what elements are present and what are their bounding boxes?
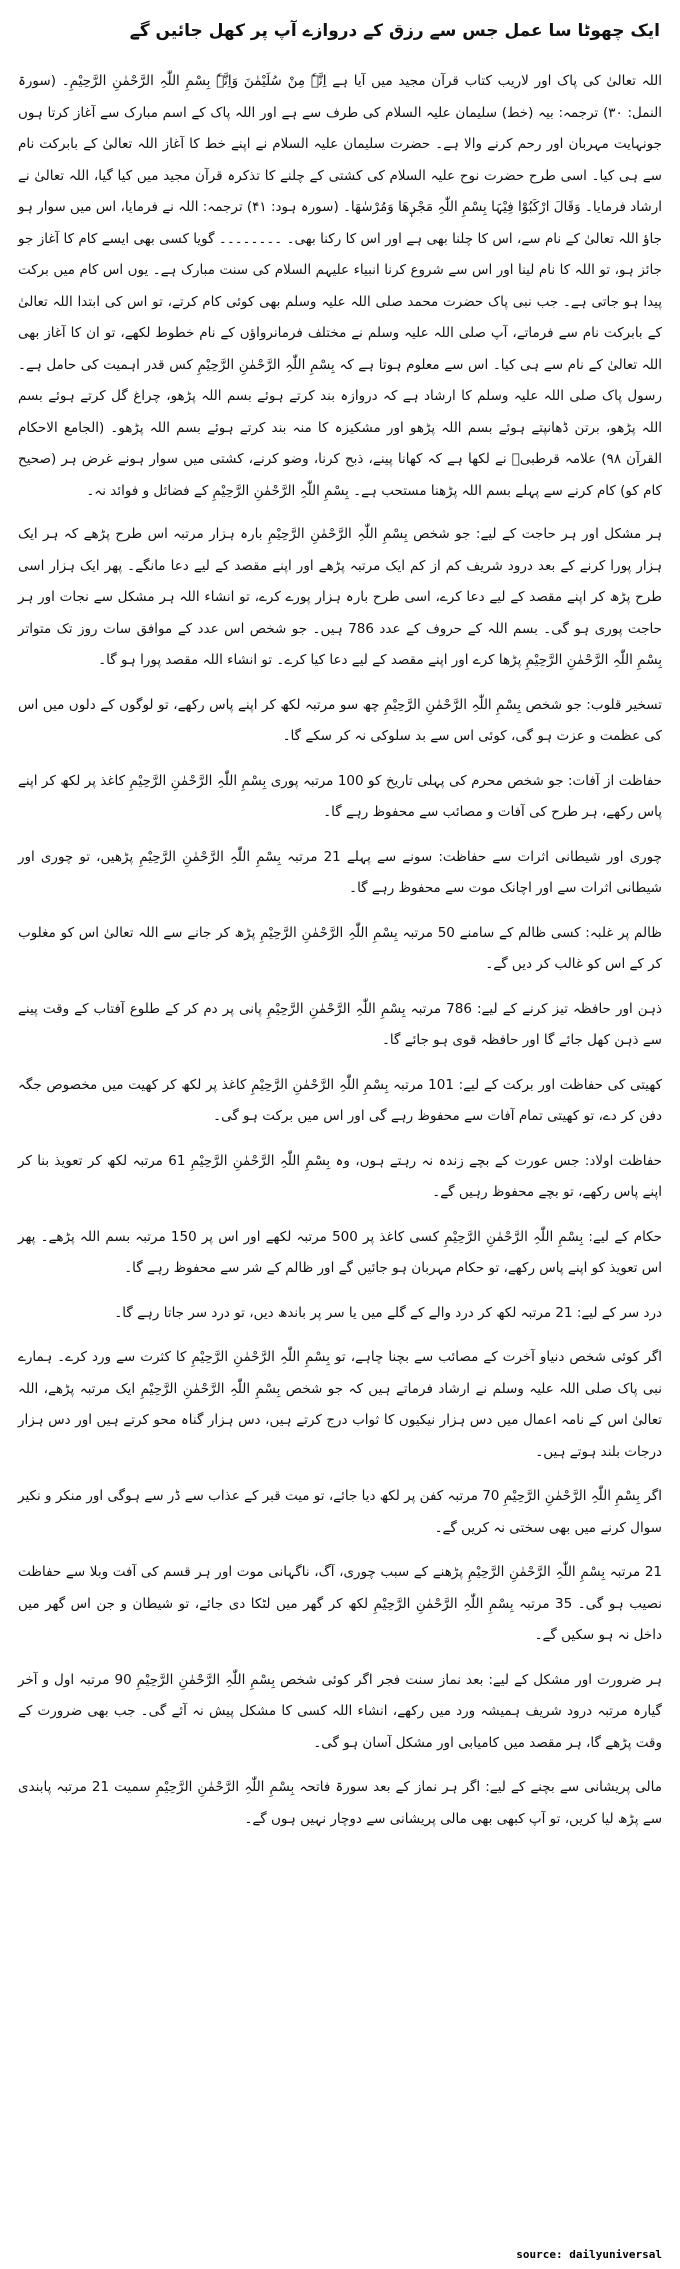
- section-paragraph: اگر کوئی شخص دنیاو آخرت کے مصائب سے بچنا چاہے، تو بِسْمِ اللّٰہِ الرَّحْمٰنِ الرَّحِیْمِ کا کثرت سے ورد کرے۔ ہمارے نبی پاک صلی اللہ علیہ وسلم نے ارشاد فرماتے ہیں کہ جو شخص بِسْمِ اللّٰہِ الرَّحْمٰنِ الرَّحِیْمِ ایک مرتبہ پڑھے، اللہ تعالیٰ اس کے نامہ اعمال میں دس ہزار نیکیوں کا ثواب درج کرتے ہیں، دس ہزار گناہ محو کرتے ہیں اور دس ہزار درجات بلند ہوتے ہیں۔: [18, 1349, 662, 1460]
- section-paragraph: چوری اور شیطانی اثرات سے حفاظت: سونے سے پہلے 21 مرتبہ بِسْمِ اللّٰہِ الرَّحْمٰنِ الرَّحِیْمِ پڑھیں، تو چوری اور شیطانی اثرات سے اور اچانک موت سے محفوظ رہے گا۔: [18, 848, 662, 896]
- section-paragraph: 21 مرتبہ بِسْمِ اللّٰہِ الرَّحْمٰنِ الرَّحِیْمِ پڑھنے کے سبب چوری، آگ، ناگہانی موت اور ہر قسم کی آفت وبلا سے حفاظت نصیب ہو گی۔ 35 مرتبہ بِسْمِ اللّٰہِ الرَّحْمٰنِ الرَّحِیْمِ لکھ کر گھر میں لٹکا دی جائے، تو شیطان و جن اس گھر میں داخل نہ ہو سکیں گے۔: [18, 1564, 662, 1643]
- article-title: ایک چھوٹا سا عمل جس سے رزق کے دروازے آپ پر کھل جائیں گے: [129, 21, 660, 41]
- section-paragraph: تسخیر قلوب: جو شخص بِسْمِ اللّٰہِ الرَّحْمٰنِ الرَّحِیْمِ چھ سو مرتبہ لکھ کر اپنے پاس رکھے، تو لوگوں کے دلوں میں اس کی عظمت و عزت ہو گی، کوئی اس سے بد سلوکی نہ کر سکے گا۔: [18, 696, 662, 744]
- section-paragraph: حکام کے لیے: بِسْمِ اللّٰہِ الرَّحْمٰنِ الرَّحِیْمِ کسی کاغذ پر 500 مرتبہ لکھے اور اس پر 150 مرتبہ بسم اللہ پڑھے۔ پھر اس تعویذ کو اپنے پاس رکھے، تو حکام مہربان ہو جائیں گے اور ظالم کے شر سے محفوظ رہے گا۔: [18, 1228, 662, 1276]
- intro-paragraph: اللہ تعالیٰ کی پاک اور لاریب کتاب قرآن مجید میں آیا ہے اِنَّہٗ مِنْ سُلَیْمٰنَ وَاِنَّہٗ بِسْمِ اللّٰہِ الرَّحْمٰنِ الرَّحِیْمِ۔ (سورۃ النمل: ۳۰) ترجمہ: بیہ (خط) سلیمان علیہ السلام کی طرف سے ہے اور اللہ پاک کے اسم مبارک سے آغاز کرتا ہوں جونہایت مہربان اور رحم کرنے والا ہے۔ حضرت سلیمان علیہ السلام نے اپنے خط کا آغاز اللہ تعالیٰ کے بابرکت نام سے ہی کیا۔ اسی طرح حضرت نوح علیہ السلام کی کشتی کے چلنے کا تذکرہ قرآن مجید میں کیا گیا، اللہ تعالیٰ نے ارشاد فرمایا۔ وَقَالَ ارْکَبُوْا فِیْہَا بِسْمِ اللّٰہِ مَجْرٖھَا وَمُرْسٰھَا۔ (سورہ ہود: ۴۱) ترجمہ: اللہ نے فرمایا، اس میں سوار ہو جاؤ اللہ تعالیٰ کے نام سے، اس کا چلنا بھی ہے اور اس کا رکنا بھی۔ ۔۔۔۔۔۔۔۔ گویا کسی بھی ایسے کام کا آغاز جو جائز ہو، تو اللہ کا نام لینا اور اس سے شروع کرنا انبیاء علیہم السلام کی سنت مبارک ہے۔ یوں اس کام میں برکت پیدا ہو جاتی ہے۔ جب نبی پاک حضرت محمد صلی اللہ علیہ وسلم بھی کوئی کام کرتے، تو اس کی ابتدا اللہ تعالیٰ کے بابرکت نام سے فرماتے، آپ صلی اللہ علیہ وسلم نے مختلف فرمانرواؤں کے نام خطوط لکھے، تو ان کا آغاز بھی اللہ تعالیٰ کے نام سے ہی کیا۔ اس سے معلوم ہوتا ہے کہ بِسْمِ اللّٰہِ الرَّحْمٰنِ الرَّحِیْمِ کس قدر اہمیت کی حامل ہے۔ رسول پاک صلی اللہ علیہ وسلم کا ارشاد ہے کہ دروازہ بند کرتے ہوئے بسم اللہ پڑھو، چراغ گل کرتے ہوئے بسم اللہ پڑھو، برتن ڈھانپتے ہوئے بسم اللہ پڑھو اور مشکیزہ کا منہ بند کرتے ہوئے بسم اللہ پڑھو۔ (الجامع الاحکام القرآن ۹۸) علامہ قرطبیؒ نے لکھا ہے کہ کھانا پینے، ذبح کرنا، وضو کرنے، کشتی میں سوار ہونے غرض ہر (صحیح کام کو) کام کرنے سے پہلے بسم اللہ پڑھنا مستحب ہے۔ بِسْمِ اللّٰہِ الرَّحْمٰنِ الرَّحِیْمِ کے فضائل و فوائد نہ۔: [18, 73, 662, 499]
- section-paragraph: مالی پریشانی سے بچنے کے لیے: اگر ہر نماز کے بعد سورۃ فاتحہ بِسْمِ اللّٰہِ الرَّحْمٰنِ الرَّحِیْمِ سمیت 21 مرتبہ پابندی سے پڑھ لیا کریں، تو آپ کبھی بھی مالی پریشانی سے دوچار نہیں ہوں گے۔: [18, 1779, 662, 1827]
- section-paragraph: کھیتی کی حفاظت اور برکت کے لیے: 101 مرتبہ بِسْمِ اللّٰہِ الرَّحْمٰنِ الرَّحِیْمِ کاغذ پر لکھ کر کھیت میں مخصوص جگہ دفن کر دے، تو کھیتی تمام آفات سے محفوظ رہے گی اور اس میں برکت ہو گی۔: [18, 1076, 663, 1124]
- section-paragraph: ذہن اور حافظہ تیز کرنے کے لیے: 786 مرتبہ بِسْمِ اللّٰہِ الرَّحْمٰنِ الرَّحِیْمِ پانی پر دم کر کے طلوع آفتاب کے وقت پینے سے ذہن کھل جائے گا اور حافظہ قوی ہو جائے گا۔: [18, 1000, 662, 1048]
- section-paragraph: ظالم پر غلبہ: کسی ظالم کے سامنے 50 مرتبہ بِسْمِ اللّٰہِ الرَّحْمٰنِ الرَّحِیْمِ پڑھ کر جانے سے اللہ تعالیٰ اس کو مغلوب کر کے اس کو غالب کر دیں گے۔: [18, 924, 663, 972]
- section-paragraph: ہر ضرورت اور مشکل کے لیے: بعد نماز سنت فجر اگر کوئی شخص بِسْمِ اللّٰہِ الرَّحْمٰنِ الرَّحِیْمِ 90 مرتبہ اول و آخر گیارہ مرتبہ درود شریف ہمیشہ ورد میں رکھے، انشاء اللہ کسی کا مشکل پیش نہ آئے گی۔ جب بھی ضرورت کے وقت پڑھے گا، ہر مقصد میں کامیابی اور مشکل آسان ہو گی۔: [18, 1671, 663, 1751]
- section-paragraph: حفاظت از آفات: جو شخص محرم کی پہلی تاریخ کو 100 مرتبہ پوری بِسْمِ اللّٰہِ الرَّحْمٰنِ الرَّحِیْمِ کاغذ پر لکھ کر اپنے پاس رکھے، ہر طرح کی آفات و مصائب سے محفوظ رہے گا۔: [18, 772, 662, 820]
- section-paragraph: اگر بِسْمِ اللّٰہِ الرَّحْمٰنِ الرَّحِیْمِ 70 مرتبہ کفن پر لکھ دیا جائے، تو میت قبر کے عذاب سے ڈر سے ہوگی اور منکر و نکیر سوال کرنے میں بھی سختی نہ کریں گے۔: [18, 1488, 662, 1536]
- section-paragraph: درد سر کے لیے: 21 مرتبہ لکھ کر درد والے کے گلے میں یا سر پر باندھ دیں، تو درد سر جاتا رہے گا۔: [114, 1304, 662, 1321]
- source-credit: source: dailyuniversal: [516, 2248, 662, 2261]
- section-paragraph: حفاظت اولاد: جس عورت کے بچے زندہ نہ رہتے ہوں، وہ بِسْمِ اللّٰہِ الرَّحْمٰنِ الرَّحِیْمِ 61 مرتبہ لکھ کر تعویذ بنا کر اپنے پاس رکھے، تو بچے محفوظ رہیں گے۔: [18, 1152, 662, 1200]
- section-paragraph: ہر مشکل اور ہر حاجت کے لیے: جو شخص بِسْمِ اللّٰہِ الرَّحْمٰنِ الرَّحِیْمِ بارہ ہزار مرتبہ اس طرح پڑھے کہ ہر ایک ہزار پورا کرنے کے بعد درود شریف کم از کم ایک مرتبہ پڑھے اور اپنے مقصد کے لیے دعا مانگے۔ پھر ایک ہزار اسی طرح پڑھ کر اپنے مقصد کے لیے دعا کرے، اسی طرح بارہ ہزار پورے کرے، تو انشاء اللہ ہر مشکل سے نجات اور ہر حاجت پوری ہو گی۔ بسم اللہ کے حروف کے عدد 786 ہیں۔ جو شخص اس عدد کے موافق سات روز تک متواتر بِسْمِ اللّٰہِ الرَّحْمٰنِ الرَّحِیْمِ پڑھا کرے اور اپنے مقصد کے لیے دعا کیا کرے۔ تو انشاء اللہ مقصد پورا ہو گا۔: [18, 526, 662, 668]
